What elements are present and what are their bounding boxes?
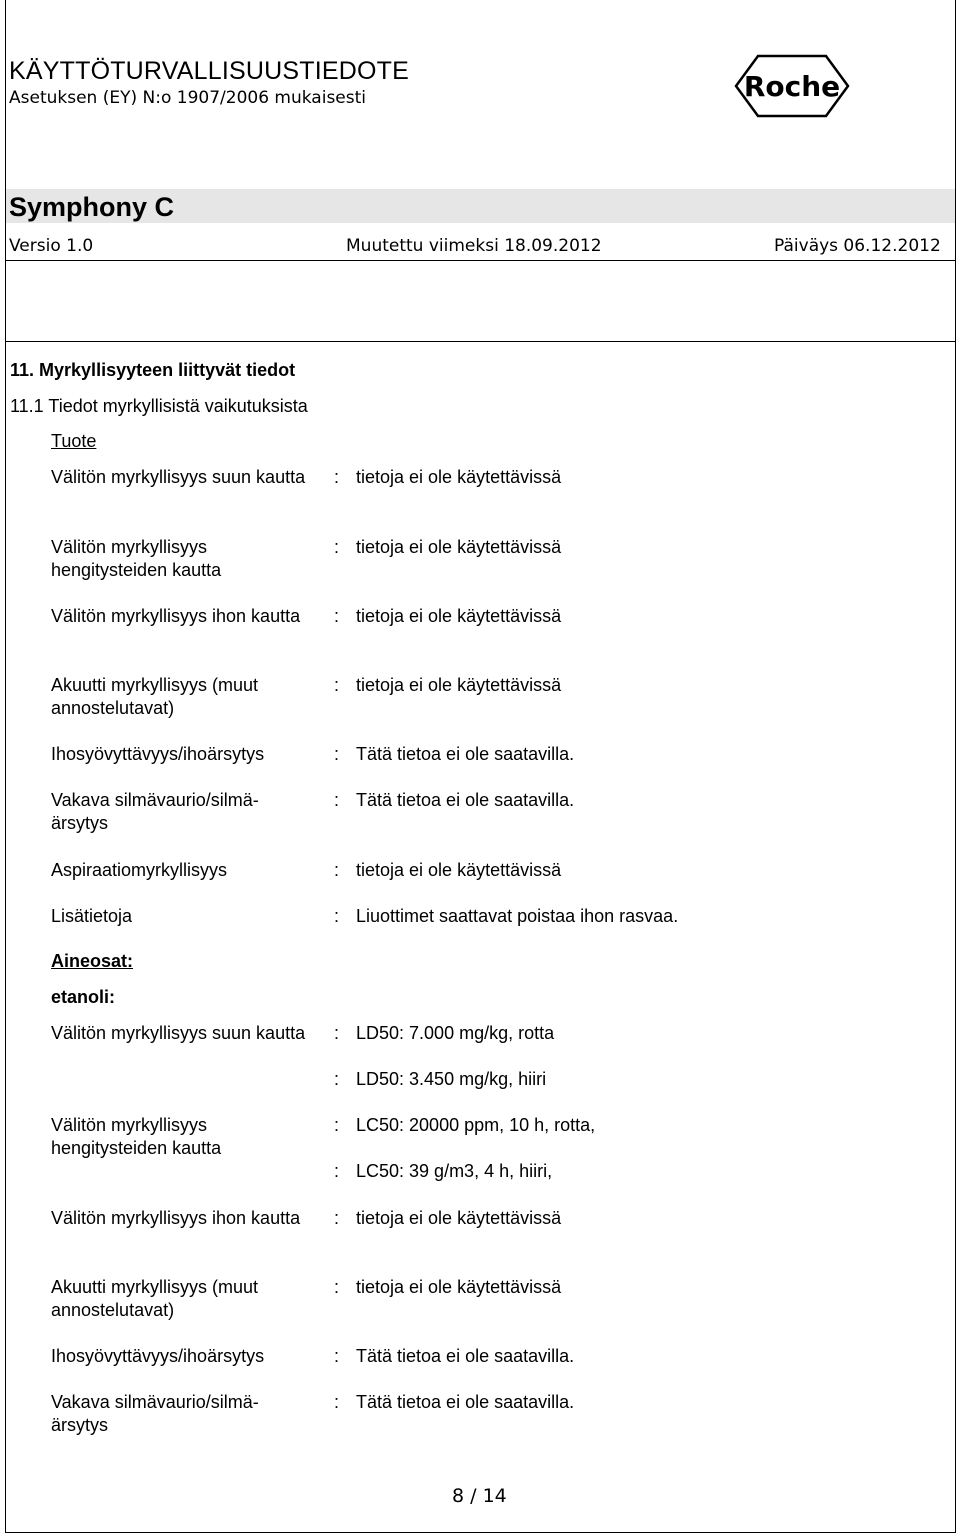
substance-name: etanoli: [51, 987, 116, 1007]
row-label: Välitön myrkyllisyys ihon kautta [51, 606, 301, 626]
issue-date: Päiväys 06.12.2012 [774, 236, 941, 256]
row-value: : tietoja ei ole käytettävissä [334, 860, 562, 880]
modified-date: Muutettu viimeksi 18.09.2012 [346, 236, 602, 256]
row-label: Välitön myrkyllisyys suun kautta [51, 1023, 306, 1043]
divider [6, 341, 955, 342]
row-value: : LC50: 39 g/m3, 4 h, hiiri, [334, 1161, 553, 1181]
row-label: Välitön myrkyllisyys hengitysteiden kautta [51, 537, 222, 580]
row-label: Välitön myrkyllisyys suun kautta [51, 467, 306, 487]
row-label: Lisätietoja [51, 906, 133, 926]
row-value: : LD50: 7.000 mg/kg, rotta [334, 1023, 555, 1043]
row-label: Vakava silmävaurio/silmä-ärsytys [51, 1392, 259, 1435]
product-name: Symphony C [9, 192, 175, 222]
row-value: : LC50: 20000 ppm, 10 h, rotta, [334, 1115, 596, 1135]
logo-text: Roche [743, 70, 841, 103]
ingredients-heading: Aineosat: [51, 951, 134, 971]
row-label: Akuutti myrkyllisyys (muut annostelutavat) [51, 1277, 259, 1320]
row-value: : tietoja ei ole käytettävissä [334, 1208, 562, 1228]
row-value: : Tätä tietoa ei ole saatavilla. [334, 1346, 575, 1366]
row-label: Ihosyövyttävyys/ihoärsytys [51, 1346, 265, 1366]
document-title: KÄYTTÖTURVALLISUUSTIEDOTE [9, 57, 409, 85]
row-label: Akuutti myrkyllisyys (muut annostelutavat) [51, 675, 259, 718]
row-value: : tietoja ei ole käytettävissä [334, 1277, 562, 1297]
roche-logo [732, 52, 852, 120]
section-title: 11. Myrkyllisyyteen liittyvät tiedot [10, 360, 296, 380]
version-text: Versio 1.0 [9, 236, 94, 256]
row-value: : tietoja ei ole käytettävissä [334, 675, 562, 695]
page-current: 8 [452, 1485, 465, 1507]
row-value: : LD50: 3.450 mg/kg, hiiri [334, 1069, 547, 1089]
row-label: Välitön myrkyllisyys ihon kautta [51, 1208, 301, 1228]
regulation-text: Asetuksen (EY) N:o 1907/2006 mukaisesti [9, 88, 367, 108]
divider [6, 260, 955, 261]
page-total: 14 [482, 1485, 507, 1507]
row-label: Välitön myrkyllisyys hengitysteiden kautta [51, 1115, 222, 1158]
row-label: Aspiraatiomyrkyllisyys [51, 860, 228, 880]
product-heading: Tuote [51, 431, 97, 451]
row-value: : Tätä tietoa ei ole saatavilla. [334, 744, 575, 764]
row-value: : tietoja ei ole käytettävissä [334, 537, 562, 557]
row-label: Ihosyövyttävyys/ihoärsytys [51, 744, 265, 764]
row-label: Vakava silmävaurio/silmä-ärsytys [51, 790, 259, 833]
row-value: : Tätä tietoa ei ole saatavilla. [334, 1392, 575, 1412]
row-value: : tietoja ei ole käytettävissä [334, 467, 562, 487]
page-number [452, 1485, 507, 1507]
page-separator: / [470, 1485, 477, 1507]
row-value: : Tätä tietoa ei ole saatavilla. [334, 790, 575, 810]
subsection-title: 11.1 Tiedot myrkyllisistä vaikutuksista [10, 396, 308, 416]
row-value: : Liuottimet saattavat poistaa ihon rasvaa. [334, 906, 679, 926]
row-value: : tietoja ei ole käytettävissä [334, 606, 562, 626]
